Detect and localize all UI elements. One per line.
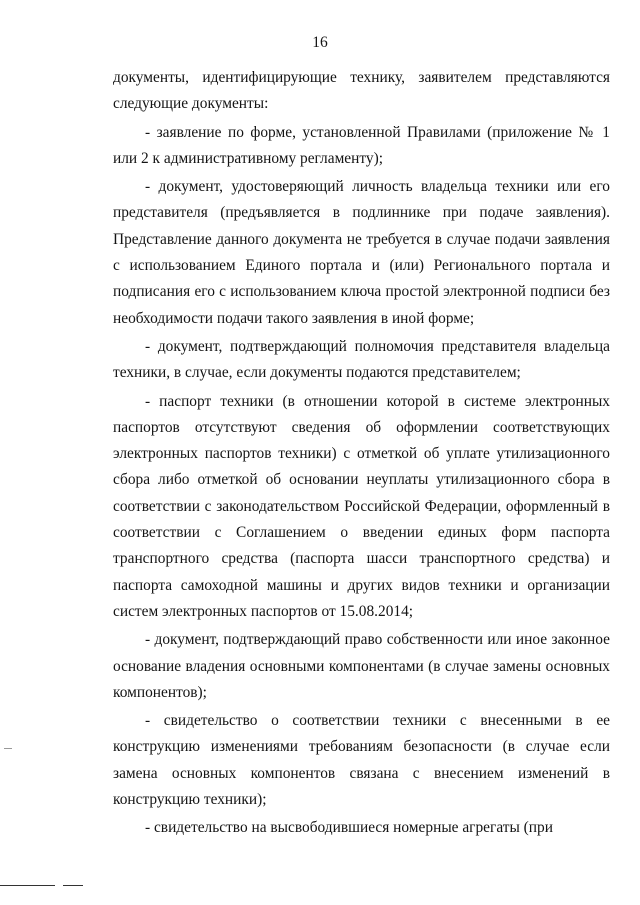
margin-mark	[4, 748, 12, 749]
body-text	[113, 65, 610, 842]
list-item-power-of-attorney: - документ, подтверждающий полномочия представителя владельца техники, в случае, если документы подаются представителем;	[113, 337, 610, 382]
list-item-ownership-document: - документ, подтверждающий право собственности или иное законное основание владения основными компонентами (в случае замены основных компонентов);	[113, 631, 610, 701]
list-item-application: - заявление по форме, установленной Правилами (приложение № 1 или 2 к административному регламенту);	[113, 123, 610, 167]
list-item-released-units-certificate: - свидетельство на высвободившиеся номерные агрегаты (при	[145, 819, 553, 837]
list-item-vehicle-passport: - паспорт техники (в отношении которой в системе электронных паспортов отсутствуют сведения об оформлении соответствующих электронных паспортов техники) с отметкой об уплате утилизационного сбора либо отметкой об основании неуплаты утилизационного сбора в соответствии с законодательством Российской Федерации, оформленный в соответствии с Соглашением о введении единых форм паспорта транспортного средства (паспорта шасси транспортного средства) и паспорта самоходной машины и других видов техники и организации систем электронных паспортов от 15.08.2014;	[113, 392, 610, 620]
list-item-identity-document: - документ, удостоверяющий личность владельца техники или его представителя (предъявляется в подлиннике при подаче заявления). Представление данного документа не требуется в случае подачи заявления с использованием Единого портала и (или) Регионального портала и подписания его с использованием ключа простой электронной подписи без необходимости подачи такого заявления в иной форме;	[113, 178, 610, 327]
footer-rule	[0, 885, 55, 886]
page-number: 16	[312, 34, 328, 51]
list-item-conformity-certificate: - свидетельство о соответствии техники с внесенными в ее конструкцию изменениями требованиям безопасности (в случае если замена основных компонентов связана с внесением изменений в конструкцию техники);	[113, 712, 610, 809]
footer-rule-short	[63, 885, 83, 886]
paragraph-continuation: документы, идентифицирующие технику, заявителем представляются следующие документы:	[113, 69, 610, 113]
